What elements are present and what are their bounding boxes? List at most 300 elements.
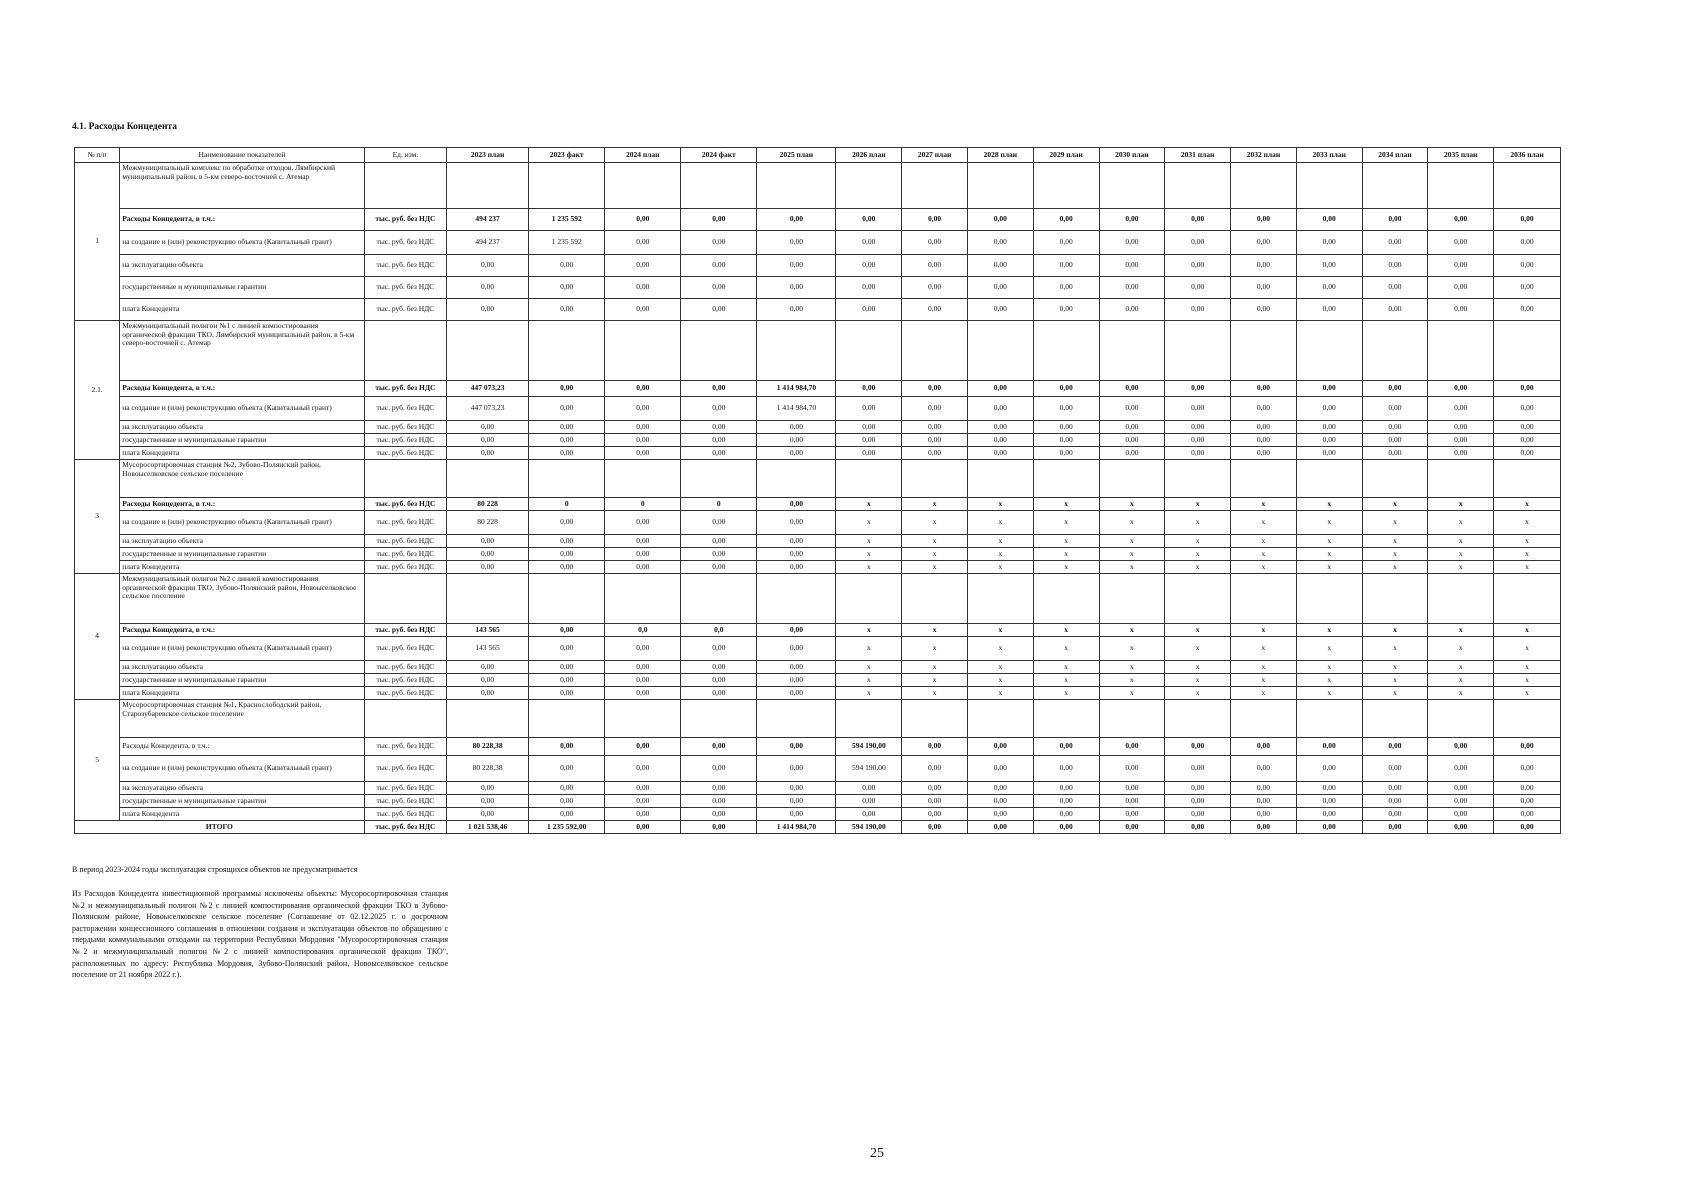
value-cell: 0,00 — [446, 674, 528, 687]
value-cell: 0,00 — [1296, 381, 1362, 397]
value-cell: x — [1362, 561, 1428, 574]
value-cell: 447 073,23 — [446, 381, 528, 397]
value-cell: 0,00 — [605, 277, 681, 299]
value-cell: 0,00 — [605, 511, 681, 535]
value-cell: x — [836, 637, 902, 661]
value-cell: 0,00 — [1099, 738, 1165, 756]
value-cell: x — [902, 535, 968, 548]
empty-cell — [757, 460, 836, 498]
empty-cell — [681, 574, 757, 624]
value-cell: 0,00 — [836, 782, 902, 795]
value-cell: 0,00 — [1428, 231, 1494, 255]
value-cell: x — [1296, 511, 1362, 535]
empty-cell — [1494, 700, 1561, 738]
unit-cell: тыс. руб. без НДС — [364, 561, 446, 574]
value-cell: 0,00 — [1428, 397, 1494, 421]
empty-cell — [1428, 163, 1494, 209]
total-value-cell: 0,00 — [1362, 821, 1428, 834]
empty-cell — [1428, 574, 1494, 624]
value-cell: 0,00 — [1165, 738, 1231, 756]
unit-cell: тыс. руб. без НДС — [364, 209, 446, 231]
column-header: 2036 план — [1494, 148, 1561, 163]
value-cell: x — [1428, 674, 1494, 687]
value-cell: 0,00 — [1231, 756, 1297, 782]
value-cell: 0,00 — [1231, 209, 1297, 231]
value-cell: 0,00 — [1099, 299, 1165, 321]
value-cell: 0,00 — [446, 548, 528, 561]
value-cell: 0,00 — [605, 674, 681, 687]
value-cell: x — [1099, 637, 1165, 661]
value-cell: 0,00 — [1165, 795, 1231, 808]
value-cell: 0,00 — [1231, 397, 1297, 421]
empty-cell — [1099, 700, 1165, 738]
value-cell: 0,00 — [757, 687, 836, 700]
value-cell: x — [1362, 548, 1428, 561]
value-cell: 0,00 — [1296, 299, 1362, 321]
value-cell: x — [1362, 674, 1428, 687]
value-cell: x — [1362, 535, 1428, 548]
value-cell: 0,00 — [446, 687, 528, 700]
value-cell: x — [1494, 561, 1561, 574]
table-row — [75, 548, 1561, 561]
value-cell: x — [1494, 624, 1561, 637]
value-cell: 0,00 — [605, 447, 681, 460]
value-cell: 0 — [529, 498, 605, 511]
table-row — [75, 209, 1561, 231]
value-cell: 0,00 — [1099, 231, 1165, 255]
empty-cell — [1099, 574, 1165, 624]
indicator-name: плата Концедента — [120, 447, 365, 460]
value-cell: 0,00 — [529, 624, 605, 637]
value-cell: 0,00 — [605, 661, 681, 674]
value-cell: 0,00 — [836, 277, 902, 299]
table-row — [75, 661, 1561, 674]
value-cell: x — [1296, 498, 1362, 511]
value-cell: x — [1428, 661, 1494, 674]
value-cell: 0,00 — [1165, 255, 1231, 277]
value-cell: 0,00 — [1099, 255, 1165, 277]
value-cell: 0,00 — [681, 661, 757, 674]
value-cell: 80 228 — [446, 511, 528, 535]
value-cell: x — [1165, 674, 1231, 687]
value-cell: 0,00 — [446, 782, 528, 795]
value-cell: 0,00 — [836, 381, 902, 397]
value-cell: 0,00 — [446, 447, 528, 460]
value-cell: 0,00 — [605, 434, 681, 447]
value-cell: x — [902, 661, 968, 674]
value-cell: 494 237 — [446, 209, 528, 231]
table-row — [75, 795, 1561, 808]
indicator-name: государственные и муниципальные гарантии — [120, 674, 365, 687]
value-cell: x — [1296, 548, 1362, 561]
total-row — [75, 821, 1561, 834]
value-cell: 0,00 — [1296, 782, 1362, 795]
value-cell: 0,00 — [681, 808, 757, 821]
value-cell: 0,00 — [757, 624, 836, 637]
indicator-name: Расходы Концедента, в т.ч.: — [120, 381, 365, 397]
value-cell: x — [902, 687, 968, 700]
value-cell: 0,00 — [1296, 447, 1362, 460]
empty-cell — [605, 460, 681, 498]
value-cell: x — [1296, 674, 1362, 687]
column-header: 2034 план — [1362, 148, 1428, 163]
unit-cell: тыс. руб. без НДС — [364, 687, 446, 700]
table-row — [75, 756, 1561, 782]
value-cell: 0,00 — [1033, 421, 1099, 434]
value-cell: 0,00 — [836, 434, 902, 447]
value-cell: 0,00 — [967, 231, 1033, 255]
table-row — [75, 808, 1561, 821]
value-cell: 0,00 — [757, 661, 836, 674]
value-cell: 0,00 — [1033, 738, 1099, 756]
value-cell: 0,00 — [681, 381, 757, 397]
value-cell: 0,00 — [605, 381, 681, 397]
value-cell: 0,00 — [1428, 434, 1494, 447]
empty-cell — [446, 460, 528, 498]
total-value-cell: 0,00 — [1296, 821, 1362, 834]
table-row — [75, 421, 1561, 434]
empty-cell — [1165, 163, 1231, 209]
empty-cell — [364, 163, 446, 209]
total-value-cell: 1 414 984,70 — [757, 821, 836, 834]
value-cell: 0,00 — [967, 808, 1033, 821]
value-cell: 0,00 — [446, 255, 528, 277]
total-value-cell: 0,00 — [605, 821, 681, 834]
indicator-name: Расходы Концедента, в т.ч.: — [120, 738, 365, 756]
total-label: ИТОГО — [75, 821, 365, 834]
empty-cell — [1296, 163, 1362, 209]
value-cell: 0,00 — [605, 795, 681, 808]
value-cell: 0,00 — [1494, 738, 1561, 756]
value-cell: x — [1231, 674, 1297, 687]
empty-cell — [529, 574, 605, 624]
empty-cell — [1362, 700, 1428, 738]
value-cell: x — [1362, 637, 1428, 661]
empty-cell — [529, 460, 605, 498]
total-value-cell: 1 235 592,00 — [529, 821, 605, 834]
value-cell: 0,00 — [1362, 756, 1428, 782]
value-cell: 0,00 — [757, 756, 836, 782]
unit-cell: тыс. руб. без НДС — [364, 434, 446, 447]
indicator-name: на эксплуатацию объекта — [120, 421, 365, 434]
value-cell: 0,00 — [605, 209, 681, 231]
value-cell: 0,00 — [836, 447, 902, 460]
value-cell: 0,00 — [967, 738, 1033, 756]
value-cell: 0,00 — [902, 738, 968, 756]
value-cell: 0,00 — [446, 795, 528, 808]
section-number: 2.1. — [75, 321, 120, 460]
value-cell: x — [1099, 548, 1165, 561]
value-cell: 0,00 — [1296, 231, 1362, 255]
value-cell: x — [1099, 498, 1165, 511]
value-cell: 0,00 — [1033, 277, 1099, 299]
value-cell: 0,00 — [1362, 209, 1428, 231]
value-cell: x — [1231, 498, 1297, 511]
indicator-name: на создание и (или) реконструкцию объекта (Капитальный грант) — [120, 231, 365, 255]
value-cell: 0,00 — [529, 637, 605, 661]
value-cell: 0,00 — [529, 381, 605, 397]
empty-cell — [757, 163, 836, 209]
value-cell: 0,00 — [967, 795, 1033, 808]
value-cell: 0,00 — [836, 421, 902, 434]
value-cell: 0,00 — [1231, 434, 1297, 447]
empty-cell — [967, 574, 1033, 624]
empty-cell — [836, 700, 902, 738]
value-cell: 0,00 — [967, 447, 1033, 460]
value-cell: x — [1165, 687, 1231, 700]
total-value-cell: 594 190,00 — [836, 821, 902, 834]
empty-cell — [1296, 574, 1362, 624]
value-cell: 0,00 — [967, 434, 1033, 447]
indicator-name: государственные и муниципальные гарантии — [120, 548, 365, 561]
empty-cell — [1494, 574, 1561, 624]
value-cell: x — [1296, 687, 1362, 700]
empty-cell — [364, 574, 446, 624]
value-cell: 0,00 — [757, 782, 836, 795]
value-cell: 0,00 — [757, 277, 836, 299]
empty-cell — [446, 163, 528, 209]
value-cell: x — [836, 511, 902, 535]
value-cell: 0,00 — [1165, 381, 1231, 397]
value-cell: 0,00 — [605, 756, 681, 782]
value-cell: 0,00 — [757, 299, 836, 321]
value-cell: 0,00 — [1494, 381, 1561, 397]
table-row — [75, 674, 1561, 687]
value-cell: x — [1099, 624, 1165, 637]
table-row — [75, 381, 1561, 397]
value-cell: x — [836, 498, 902, 511]
note-operation: В период 2023-2024 годы эксплуатация строящихся объектов не предусматривается — [72, 865, 358, 874]
value-cell: 143 565 — [446, 637, 528, 661]
value-cell: x — [1165, 511, 1231, 535]
empty-cell — [1165, 460, 1231, 498]
value-cell: 0,00 — [836, 209, 902, 231]
value-cell: 0,00 — [681, 795, 757, 808]
value-cell: 0,00 — [1231, 381, 1297, 397]
value-cell: x — [967, 661, 1033, 674]
value-cell: 0,00 — [1362, 255, 1428, 277]
value-cell: 80 228,38 — [446, 738, 528, 756]
value-cell: x — [967, 687, 1033, 700]
empty-cell — [1165, 700, 1231, 738]
value-cell: 0,00 — [1033, 795, 1099, 808]
value-cell: x — [1231, 548, 1297, 561]
empty-cell — [446, 700, 528, 738]
value-cell: 0,00 — [681, 674, 757, 687]
total-value-cell: 0,00 — [1231, 821, 1297, 834]
value-cell: 0,00 — [529, 661, 605, 674]
value-cell: 0,00 — [757, 738, 836, 756]
value-cell: 0,00 — [605, 561, 681, 574]
empty-cell — [364, 460, 446, 498]
empty-cell — [902, 321, 968, 381]
empty-cell — [364, 321, 446, 381]
value-cell: 0,00 — [1033, 231, 1099, 255]
column-header: 2026 план — [836, 148, 902, 163]
empty-cell — [1362, 321, 1428, 381]
value-cell: 0,00 — [1494, 299, 1561, 321]
value-cell: 0,00 — [757, 511, 836, 535]
value-cell: 0,00 — [1033, 255, 1099, 277]
value-cell: 0,00 — [446, 277, 528, 299]
value-cell: 0,00 — [529, 808, 605, 821]
value-cell: 0,00 — [605, 231, 681, 255]
value-cell: x — [1099, 561, 1165, 574]
value-cell: 0,00 — [1362, 299, 1428, 321]
value-cell: 0,00 — [529, 674, 605, 687]
empty-cell — [1296, 700, 1362, 738]
value-cell: 0,00 — [836, 231, 902, 255]
value-cell: x — [836, 561, 902, 574]
total-value-cell: 0,00 — [1494, 821, 1561, 834]
total-value-cell: 0,00 — [1428, 821, 1494, 834]
value-cell: 0,00 — [1231, 277, 1297, 299]
value-cell: 0,00 — [1165, 782, 1231, 795]
indicator-name: на создание и (или) реконструкцию объекта (Капитальный грант) — [120, 637, 365, 661]
table-row — [75, 277, 1561, 299]
value-cell: x — [1362, 511, 1428, 535]
empty-cell — [1428, 700, 1494, 738]
unit-cell: тыс. руб. без НДС — [364, 421, 446, 434]
unit-cell: тыс. руб. без НДС — [364, 821, 446, 834]
value-cell: x — [836, 687, 902, 700]
value-cell: 0,00 — [1362, 434, 1428, 447]
value-cell: x — [1165, 498, 1231, 511]
column-header: 2030 план — [1099, 148, 1165, 163]
value-cell: 0,00 — [757, 434, 836, 447]
table-row — [75, 397, 1561, 421]
empty-cell — [1494, 163, 1561, 209]
empty-cell — [529, 163, 605, 209]
value-cell: 0,00 — [529, 782, 605, 795]
column-header: 2024 факт — [681, 148, 757, 163]
value-cell: 0,00 — [836, 299, 902, 321]
unit-cell: тыс. руб. без НДС — [364, 661, 446, 674]
value-cell: 0,00 — [681, 209, 757, 231]
note-excluded-objects: Из Расходов Концедента инвестиционной программы исключены объекты: Мусоросортировочная станция №2 и межмуниципальный полигон №2 с линией компостирования органической фракции ТКО в Зубово-Полянском районе, Новоыселковское сельское поселение (Соглашение от 02.12.2025 г. о досрочном расторжении концессионного соглашения в отношении создания и эксплуатации объектов по обращению с твердыми коммунальными отходами на территории Республики Мордовия "Мусоросортировочная станция №2 и межмуниципальный полигон №2 с линией компостирования органической фракции ТКО", расположенных по адресу: Республика Мордовия, Зубово-Полянский район, Новоыселковское сельское поселение от 21 ноября 2022 г.). — [72, 889, 448, 980]
value-cell: 0,00 — [681, 421, 757, 434]
empty-cell — [1231, 460, 1297, 498]
value-cell: 143 565 — [446, 624, 528, 637]
value-cell: 0,00 — [1296, 738, 1362, 756]
empty-cell — [1362, 163, 1428, 209]
section-title-cell: Межмуниципальный полигон №2 с линией компостирования органической фракции ТКО, Зубово-Полянский район, Новоыселковское сельское поселение — [120, 574, 365, 624]
total-value-cell: 0,00 — [681, 821, 757, 834]
value-cell: 494 237 — [446, 231, 528, 255]
value-cell: 0,00 — [757, 209, 836, 231]
value-cell: 0,00 — [1099, 782, 1165, 795]
value-cell: 0,00 — [605, 738, 681, 756]
expenses-table — [74, 147, 1561, 834]
value-cell: 0,00 — [1099, 756, 1165, 782]
value-cell: x — [1033, 637, 1099, 661]
value-cell: 0,00 — [967, 421, 1033, 434]
empty-cell — [1099, 163, 1165, 209]
total-value-cell: 0,00 — [967, 821, 1033, 834]
section-title-row — [75, 700, 1561, 738]
value-cell: x — [902, 548, 968, 561]
value-cell: 0,00 — [529, 548, 605, 561]
value-cell: x — [836, 548, 902, 561]
value-cell: 0,00 — [1428, 808, 1494, 821]
value-cell: 0 — [681, 498, 757, 511]
value-cell: 0,00 — [1362, 808, 1428, 821]
value-cell: x — [1099, 687, 1165, 700]
empty-cell — [902, 163, 968, 209]
value-cell: 0,00 — [446, 561, 528, 574]
empty-cell — [1033, 574, 1099, 624]
value-cell: 0,00 — [902, 808, 968, 821]
column-header: 2035 план — [1428, 148, 1494, 163]
value-cell: 0,00 — [967, 397, 1033, 421]
value-cell: 1 414 984,70 — [757, 397, 836, 421]
value-cell: 0,00 — [902, 381, 968, 397]
table-row — [75, 231, 1561, 255]
value-cell: 0,00 — [1165, 397, 1231, 421]
empty-cell — [364, 700, 446, 738]
value-cell: x — [1494, 511, 1561, 535]
indicator-name: плата Концедента — [120, 687, 365, 700]
empty-cell — [967, 460, 1033, 498]
value-cell: 0,00 — [836, 795, 902, 808]
empty-cell — [605, 321, 681, 381]
value-cell: 0,00 — [1165, 447, 1231, 460]
value-cell: x — [967, 624, 1033, 637]
empty-cell — [757, 574, 836, 624]
value-cell: 0,00 — [967, 756, 1033, 782]
unit-cell: тыс. руб. без НДС — [364, 637, 446, 661]
column-header: 2024 план — [605, 148, 681, 163]
value-cell: x — [1231, 624, 1297, 637]
empty-cell — [1099, 321, 1165, 381]
value-cell: x — [1494, 687, 1561, 700]
empty-cell — [1231, 574, 1297, 624]
value-cell: 0,00 — [529, 277, 605, 299]
table-row — [75, 687, 1561, 700]
indicator-name: плата Концедента — [120, 299, 365, 321]
section-title-cell: Мусоросортировочная станция №1, Краснослободский район, Старозубаревское сельское поселение — [120, 700, 365, 738]
value-cell: x — [967, 535, 1033, 548]
column-header: 2033 план — [1296, 148, 1362, 163]
value-cell: x — [1099, 511, 1165, 535]
value-cell: 0,00 — [1165, 277, 1231, 299]
value-cell: x — [1428, 511, 1494, 535]
value-cell: 0,00 — [1165, 421, 1231, 434]
empty-cell — [1362, 460, 1428, 498]
value-cell: 0,00 — [605, 299, 681, 321]
value-cell: 0,00 — [902, 782, 968, 795]
section-title-row — [75, 574, 1561, 624]
column-header: 2027 план — [902, 148, 968, 163]
value-cell: x — [1296, 637, 1362, 661]
value-cell: 0,00 — [967, 299, 1033, 321]
value-cell: 0,00 — [967, 209, 1033, 231]
value-cell: 0,00 — [529, 738, 605, 756]
value-cell: 0,00 — [1231, 447, 1297, 460]
value-cell: x — [1362, 498, 1428, 511]
value-cell: 0,00 — [1165, 756, 1231, 782]
value-cell: x — [967, 561, 1033, 574]
value-cell: 0,00 — [605, 397, 681, 421]
value-cell: 0,0 — [681, 624, 757, 637]
value-cell: 0,00 — [529, 756, 605, 782]
empty-cell — [681, 460, 757, 498]
value-cell: 0,00 — [605, 687, 681, 700]
empty-cell — [967, 321, 1033, 381]
value-cell: 0,00 — [1362, 421, 1428, 434]
value-cell: x — [1165, 661, 1231, 674]
value-cell: x — [1428, 624, 1494, 637]
